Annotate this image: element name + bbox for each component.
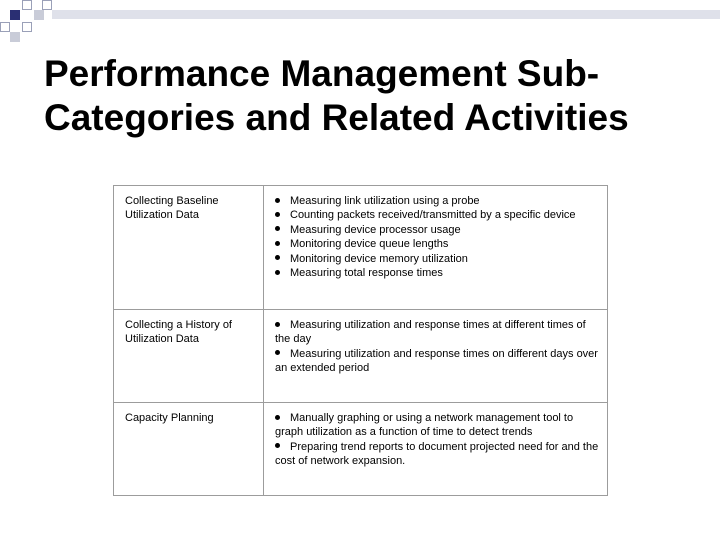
activity-text: Monitoring device memory utilization — [290, 252, 468, 265]
activities-cell — [275, 411, 600, 469]
activity-item — [275, 266, 600, 280]
activity-item — [275, 411, 600, 440]
bullet-icon — [275, 350, 280, 355]
activity-item — [275, 194, 600, 208]
activity-text: Measuring link utilization using a probe — [290, 195, 480, 207]
activity-item — [275, 252, 600, 266]
category-cell: Collecting a History of Utilization Data — [125, 319, 232, 345]
activity-item — [275, 237, 600, 251]
activity-item — [275, 223, 600, 237]
decor-square — [42, 0, 52, 10]
bullet-icon — [275, 241, 280, 246]
activity-text: Measuring utilization and response times on different days over an extended period — [275, 347, 598, 375]
decor-square — [10, 32, 20, 42]
activities-table — [113, 185, 608, 496]
corner-decoration — [0, 0, 60, 50]
decor-square — [10, 10, 20, 20]
bullet-icon — [275, 212, 280, 217]
top-bar — [52, 10, 720, 19]
activity-item — [275, 347, 600, 376]
activity-text: Manually graphing or using a network management tool to graph utilization as a function of time to detect trends — [275, 412, 574, 439]
decor-square — [22, 22, 32, 32]
title-line-1: Performance Management Sub- — [44, 53, 600, 94]
category-cell: Capacity Planning — [125, 412, 214, 424]
activity-text: Counting packets received/transmitted by a specific device — [290, 209, 576, 222]
category-cell: Collecting Baseline Utilization Data — [125, 195, 219, 221]
decor-square — [34, 10, 44, 20]
activity-text: Measuring total response times — [290, 267, 443, 280]
activity-text: Monitoring device queue lengths — [290, 238, 449, 251]
activity-text: Measuring device processor usage — [290, 223, 461, 236]
activity-item — [275, 440, 600, 469]
activities-cell — [275, 318, 600, 376]
slide-title — [44, 52, 694, 140]
activities-cell — [275, 194, 600, 280]
bullet-icon — [275, 415, 280, 420]
bullet-icon — [275, 255, 280, 260]
title-line-2: Categories and Related Activities — [44, 97, 629, 138]
decor-square — [22, 0, 32, 10]
bullet-icon — [275, 443, 280, 448]
activity-text: Preparing trend reports to document projected need for and the cost of network expansion. — [275, 440, 599, 468]
bullet-icon — [275, 322, 280, 327]
activity-item — [275, 318, 600, 347]
activity-text: Measuring utilization and response times at different times of the day — [275, 319, 586, 346]
table-row — [114, 186, 607, 310]
decor-square — [0, 22, 10, 32]
bullet-icon — [275, 226, 280, 231]
activity-item — [275, 208, 600, 222]
bullet-icon — [275, 198, 280, 203]
bullet-icon — [275, 270, 280, 275]
table-row — [114, 310, 607, 403]
table-row — [114, 403, 607, 496]
